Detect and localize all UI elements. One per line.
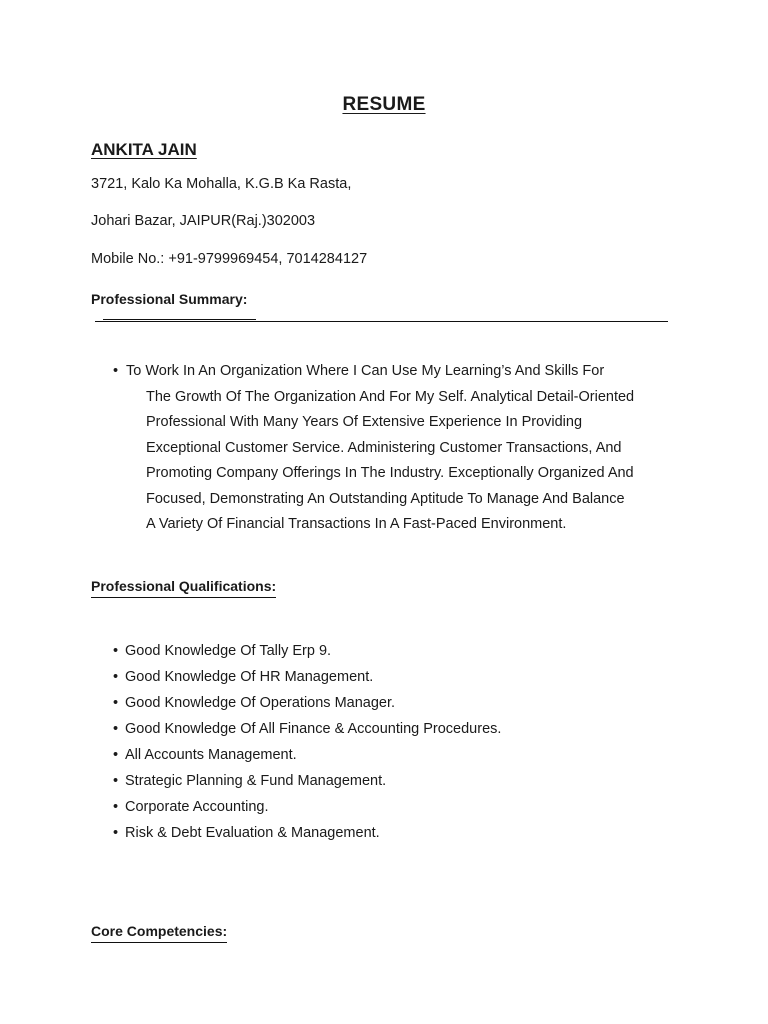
qualification-text: Risk & Debt Evaluation & Management. (125, 825, 380, 841)
bullet-icon: • (113, 825, 119, 841)
qualifications-list (113, 638, 501, 846)
qualification-text: Good Knowledge Of HR Management. (125, 669, 374, 685)
professional-qualifications-heading: Professional Qualifications: (91, 578, 276, 598)
address-line-1: 3721, Kalo Ka Mohalla, K.G.B Ka Rasta, (91, 176, 352, 192)
qualification-item (113, 794, 501, 820)
qualification-item (113, 638, 501, 664)
professional-summary-heading: Professional Summary: (91, 291, 248, 307)
summary-line: A Variety Of Financial Transactions In A Fast-Paced Environment. (146, 516, 567, 532)
document-title-text: RESUME (342, 94, 426, 115)
qualification-item (113, 716, 501, 742)
qualification-text: Good Knowledge Of All Finance & Accounting Procedures. (125, 721, 502, 737)
summary-line: Exceptional Customer Service. Administering Customer Transactions, And (146, 439, 622, 456)
bullet-icon: • (113, 721, 119, 737)
summary-heading-underline (103, 319, 256, 320)
summary-line: The Growth Of The Organization And For My Self. Analytical Detail-Oriented (146, 388, 635, 405)
qualification-item (113, 820, 501, 846)
qualification-item (113, 690, 501, 716)
qualification-text: Corporate Accounting. (125, 799, 269, 815)
bullet-icon: • (113, 747, 119, 763)
qualification-text: All Accounts Management. (125, 747, 297, 763)
mobile-numbers: Mobile No.: +91-9799969454, 7014284127 (91, 251, 368, 267)
bullet-icon: • (113, 363, 119, 379)
section-divider (95, 321, 668, 322)
summary-line: Promoting Company Offerings In The Industry. Exceptionally Organized And (146, 465, 634, 481)
summary-text (113, 359, 693, 538)
qualification-text: Good Knowledge Of Tally Erp 9. (125, 643, 332, 659)
qualification-item (113, 664, 501, 690)
core-competencies-heading: Core Competencies: (91, 923, 227, 943)
qualification-text: Good Knowledge Of Operations Manager. (125, 695, 396, 711)
bullet-icon: • (113, 695, 119, 711)
qualification-text: Strategic Planning & Fund Management. (125, 773, 387, 789)
candidate-name: ANKITA JAIN (91, 140, 197, 159)
bullet-icon: • (113, 643, 119, 659)
summary-line: Professional With Many Years Of Extensive Experience In Providing (146, 414, 583, 430)
bullet-icon: • (113, 773, 119, 789)
qualification-item (113, 742, 501, 768)
professional-summary-block (113, 359, 693, 538)
summary-line: Focused, Demonstrating An Outstanding Aptitude To Manage And Balance (146, 490, 625, 507)
address-line-2: Johari Bazar, JAIPUR(Raj.)302003 (91, 213, 316, 229)
bullet-icon: • (113, 799, 119, 815)
bullet-icon: • (113, 669, 119, 685)
summary-line: To Work In An Organization Where I Can Use My Learning’s And Skills For (126, 363, 605, 379)
document-title (0, 94, 768, 116)
qualification-item (113, 768, 501, 794)
